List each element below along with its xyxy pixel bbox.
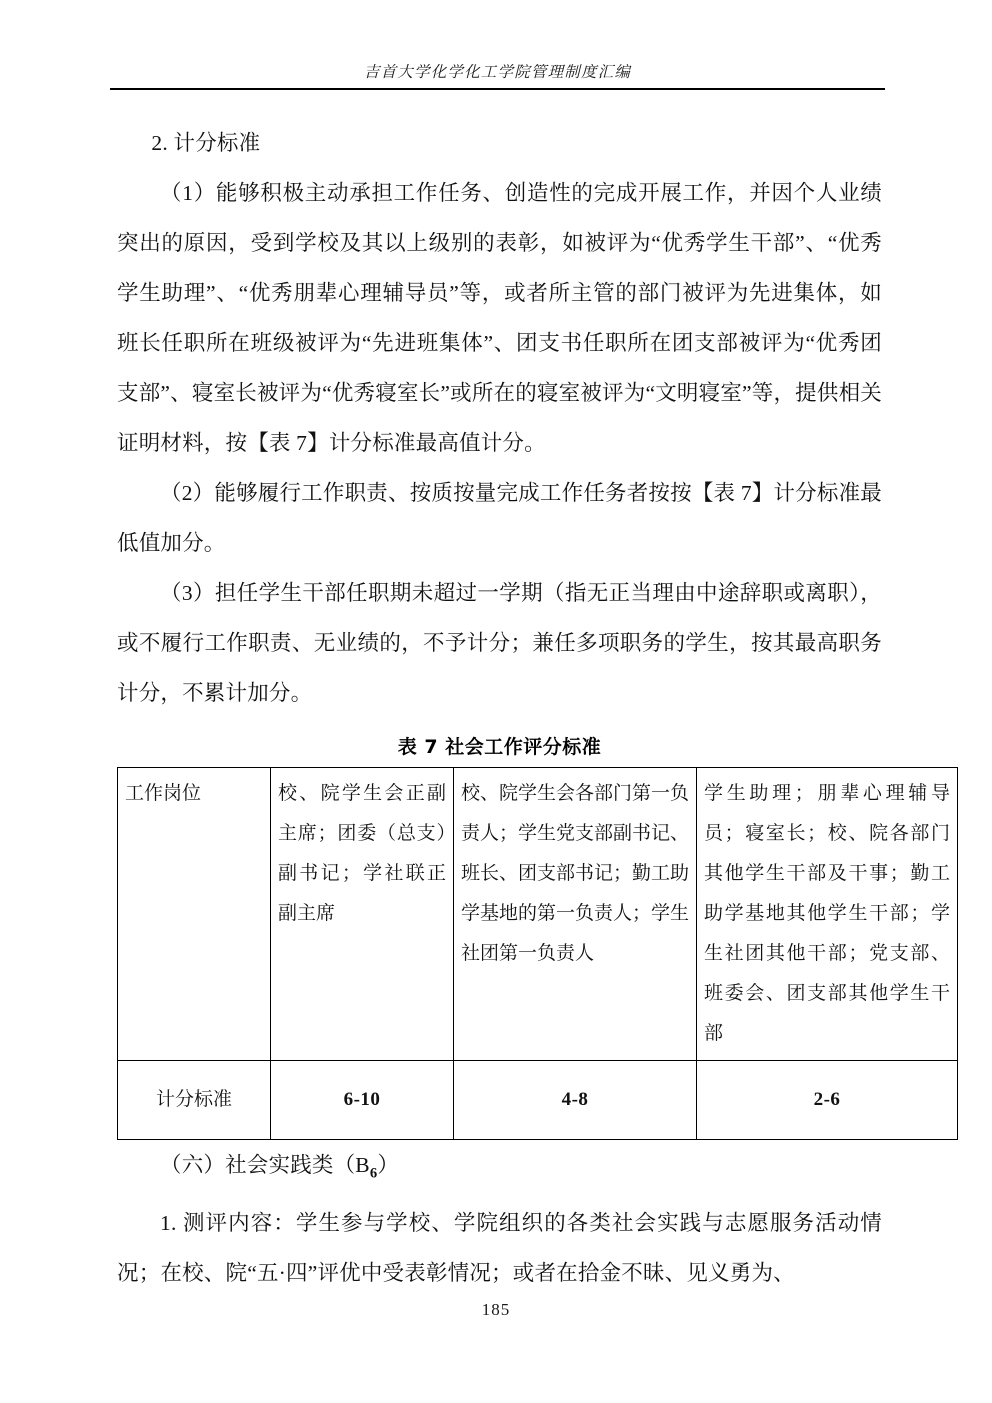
paragraph-item-3: （3）担任学生干部任职期未超过一学期（指无正当理由中途辞职或离职），或不履行工作职责、无业绩的，不予计分；兼任多项职务的学生，按其最高职务计分，不累计加分。: [117, 581, 882, 705]
section-heading-scoring-standard: 2. 计分标准: [151, 131, 261, 155]
job-position-tier-3: 学生助理；朋辈心理辅导员；寝室长；校、院各部门其他学生干部及干事；勤工助学基地其他学生干部；学生社团其他干部；党支部、班委会、团支部其他学生干部: [697, 768, 958, 1061]
job-position-tier-2: 校、院学生会各部门第一负责人；学生党支部副书记、班长、团支部书记；勤工助学基地的第一负责人；学生社团第一负责人: [454, 768, 697, 1061]
table-block: [117, 732, 950, 1140]
page-number: 185: [481, 1300, 511, 1319]
running-header-title: 吉首大学化学化工学院管理制度汇编: [363, 64, 632, 81]
score-range-tier-3: 2-6: [697, 1061, 958, 1140]
page-body: [117, 118, 950, 1298]
section-six-suffix: ）: [377, 1153, 400, 1177]
header-divider-rule: [110, 88, 885, 91]
table-row: [118, 768, 958, 1061]
paragraph-evaluation-content: 1. 测评内容：学生参与学校、学院组织的各类社会实践与志愿服务活动情况；在校、院“五·四”评优中受表彰情况；或者在拾金不昧、见义勇为、: [117, 1211, 882, 1286]
social-work-scoring-table: [117, 767, 958, 1140]
section-six-prefix: （六）社会实践类（B: [160, 1153, 370, 1177]
paragraph-item-2: （2）能够履行工作职责、按质按量完成工作任务者按按【表 7】计分标准最低值加分。: [117, 481, 882, 555]
score-range-tier-2: 4-8: [454, 1061, 697, 1140]
job-position-tier-1: 校、院学生会正副主席；团委（总支）副书记；学社联正副主席: [271, 768, 454, 1061]
paragraph-item-1: （1）能够积极主动承担工作任务、创造性的完成开展工作，并因个人业绩突出的原因，受到学校及其以上级别的表彰，如被评为“优秀学生干部”、“优秀学生助理”、“优秀朋辈心理辅导员”等，或者所主管的部门被评为先进集体，如班长任职所在班级被评为“先进班集体”、团支书任职所在团支部被评为“优秀团支部”、寝室长被评为“优秀寝室长”或所在的寝室被评为“文明寝室”等，提供相关证明材料，按【表 7】计分标准最高值计分。: [117, 181, 882, 455]
section-heading-social-practice: [117, 1140, 882, 1198]
score-range-tier-1: 6-10: [271, 1061, 454, 1140]
section-six-subscript: 6: [369, 1165, 378, 1182]
row-label-scoring-standard: 计分标准: [118, 1061, 271, 1140]
row-label-job-position: 工作岗位: [118, 768, 271, 1061]
table-caption: 表 7 社会工作评分标准: [397, 736, 602, 758]
page-header: [110, 64, 885, 90]
table-row: [118, 1061, 958, 1140]
